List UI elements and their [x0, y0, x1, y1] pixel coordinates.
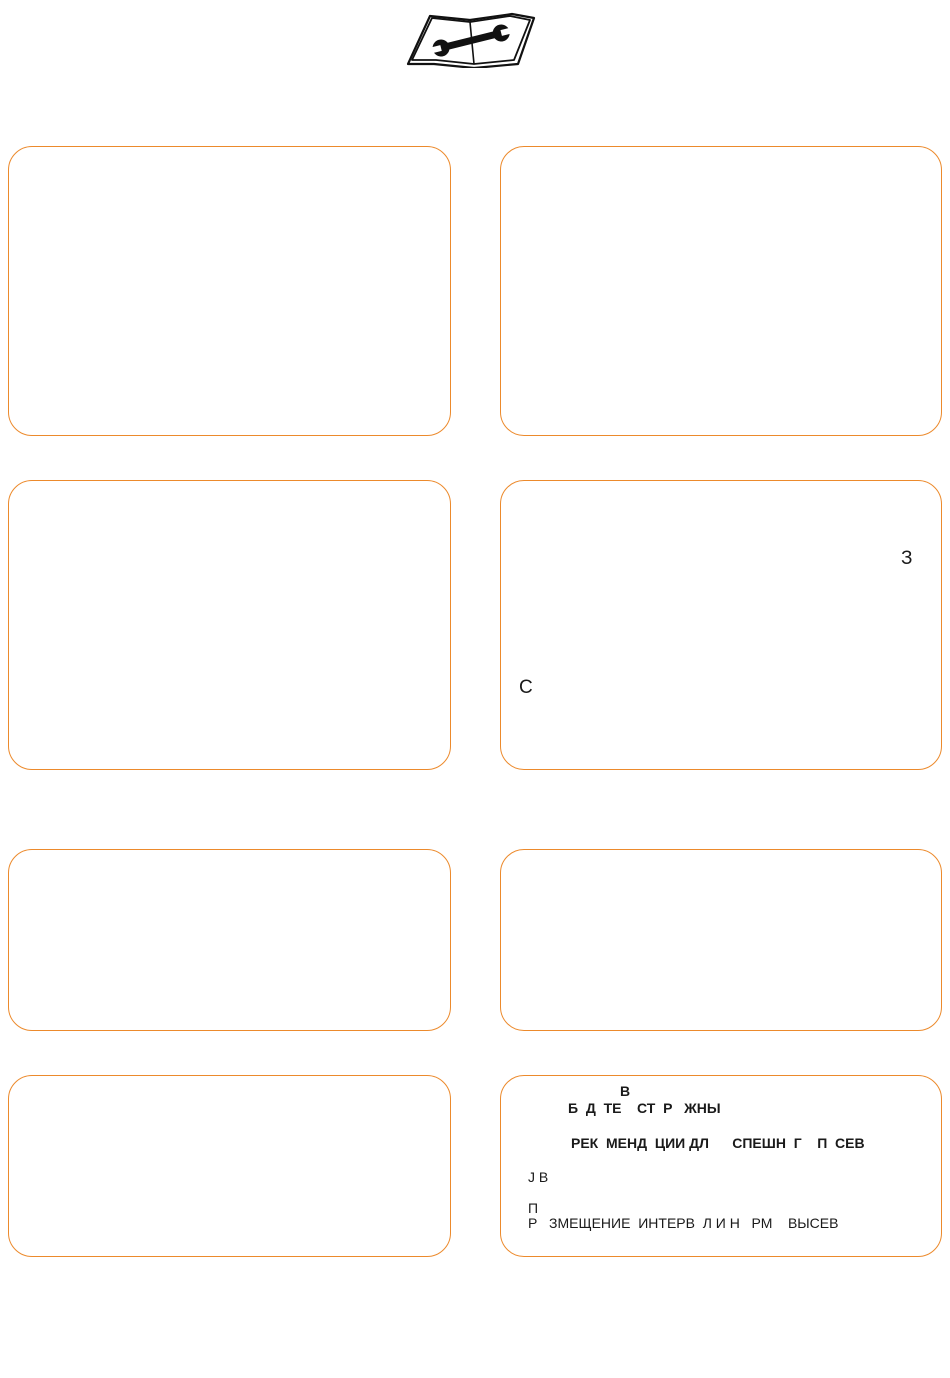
glyph-right: З [901, 548, 913, 569]
card-row3-right [500, 849, 942, 1031]
text-line-2: Б Д ТЕ СТ Р ЖНЫ [568, 1100, 721, 1116]
manual-wrench-icon [404, 10, 538, 68]
card-row1-right [500, 146, 942, 436]
card-row1-left [8, 146, 451, 436]
card-row4-left [8, 1075, 451, 1257]
text-line-6: Р ЗМЕЩЕНИЕ ИНТЕРВ Л И Н РМ ВЫСЕВ [528, 1215, 839, 1231]
card-row3-left [8, 849, 451, 1031]
glyph-left: С [519, 677, 533, 698]
card-row2-right [500, 480, 942, 770]
text-line-1: В [620, 1083, 631, 1099]
card-row2-left [8, 480, 451, 770]
card-row4-right [500, 1075, 942, 1257]
text-line-3: РЕК МЕНД ЦИИ ДЛ СПЕШН Г П СЕВ [571, 1135, 865, 1151]
text-line-5: П [528, 1200, 539, 1216]
text-line-4: J В [528, 1169, 549, 1185]
